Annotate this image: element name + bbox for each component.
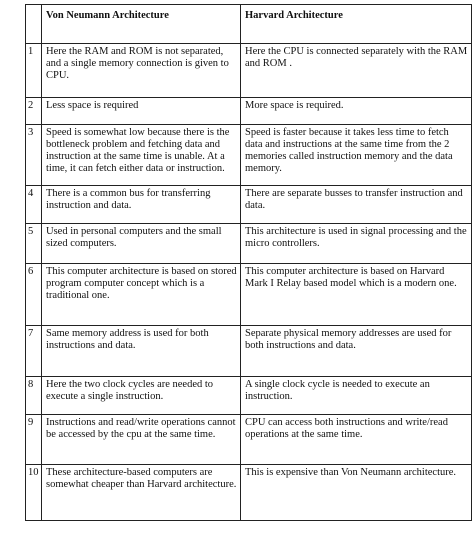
von-neumann-cell: Speed is somewhat low because there is the bottleneck problem and fetching data and instruction at the same time is unable. At a time, it can fetch either data or instruction. [42, 125, 241, 186]
harvard-cell: This is expensive than Von Neumann architecture. [241, 465, 472, 521]
row-number: 8 [26, 377, 42, 415]
table-row [26, 465, 472, 521]
von-neumann-cell: This computer architecture is based on stored program computer concept which is a traditional one. [42, 264, 241, 326]
von-neumann-cell: There is a common bus for transferring instruction and data. [42, 186, 241, 224]
harvard-cell: This architecture is used in signal processing and the micro controllers. [241, 224, 472, 264]
harvard-cell: CPU can access both instructions and write/read operations at the same time. [241, 415, 472, 465]
row-number: 2 [26, 98, 42, 125]
table-row [26, 326, 472, 377]
row-number: 9 [26, 415, 42, 465]
von-neumann-cell: Here the two clock cycles are needed to execute a single instruction. [42, 377, 241, 415]
table-row [26, 264, 472, 326]
header-von-neumann: Von Neumann Architecture [42, 5, 241, 44]
header-number [26, 5, 42, 44]
von-neumann-cell: Same memory address is used for both instructions and data. [42, 326, 241, 377]
table-row [26, 125, 472, 186]
von-neumann-cell: Here the RAM and ROM is not separated, and a single memory connection is given to CPU. [42, 44, 241, 98]
harvard-cell: Separate physical memory addresses are used for both instructions and data. [241, 326, 472, 377]
row-number: 4 [26, 186, 42, 224]
table-row [26, 415, 472, 465]
table-row [26, 186, 472, 224]
harvard-cell: This computer architecture is based on Harvard Mark I Relay based model which is a modern one. [241, 264, 472, 326]
von-neumann-cell: Less space is required [42, 98, 241, 125]
harvard-cell: More space is required. [241, 98, 472, 125]
header-harvard: Harvard Architecture [241, 5, 472, 44]
row-number: 3 [26, 125, 42, 186]
table-row [26, 44, 472, 98]
harvard-cell: Speed is faster because it takes less time to fetch data and instructions at the same time from the 2 memories called instruction memory and the data memory. [241, 125, 472, 186]
von-neumann-cell: These architecture-based computers are somewhat cheaper than Harvard architecture. [42, 465, 241, 521]
row-number: 1 [26, 44, 42, 98]
row-number: 5 [26, 224, 42, 264]
row-number: 10 [26, 465, 42, 521]
harvard-cell: A single clock cycle is needed to execute an instruction. [241, 377, 472, 415]
harvard-cell: Here the CPU is connected separately with the RAM and ROM . [241, 44, 472, 98]
von-neumann-cell: Instructions and read/write operations cannot be accessed by the cpu at the same time. [42, 415, 241, 465]
row-number: 7 [26, 326, 42, 377]
table-row [26, 377, 472, 415]
harvard-cell: There are separate busses to transfer instruction and data. [241, 186, 472, 224]
header-row [26, 5, 472, 44]
comparison-table [25, 4, 472, 521]
table-row [26, 98, 472, 125]
row-number: 6 [26, 264, 42, 326]
table-row [26, 224, 472, 264]
von-neumann-cell: Used in personal computers and the small sized computers. [42, 224, 241, 264]
